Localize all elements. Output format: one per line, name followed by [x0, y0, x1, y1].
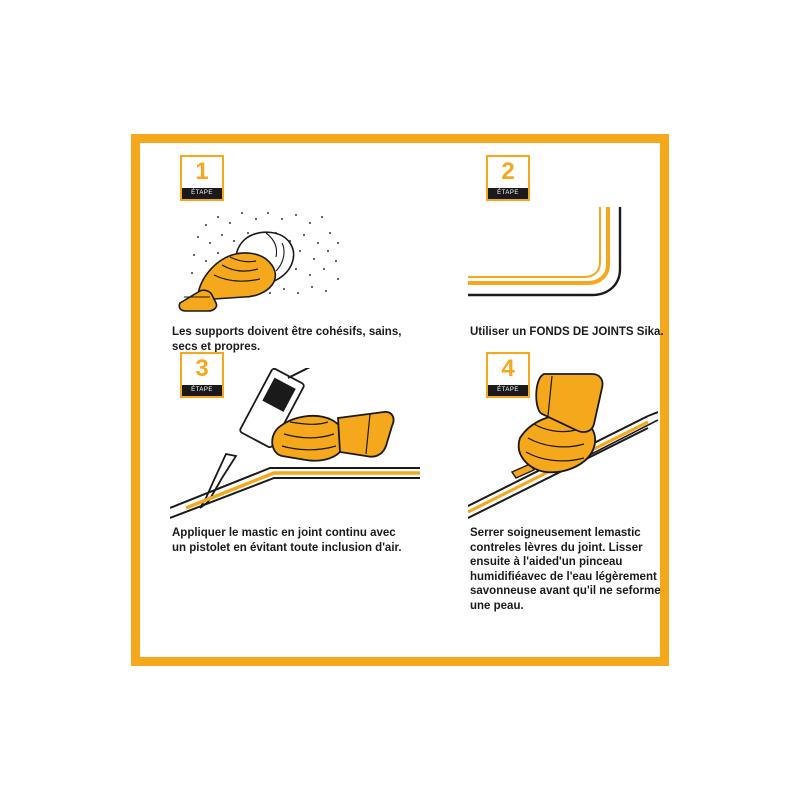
step-3-etape-label: ÉTAPE — [182, 385, 222, 396]
yellow-frame — [131, 134, 669, 666]
step-1-number: 1 — [195, 158, 209, 185]
steps-grid — [140, 143, 664, 657]
step-2-etape-label: ÉTAPE — [488, 188, 528, 199]
step-1-caption: Les supports doivent être cohésifs, sains, secs et propres. — [172, 326, 402, 353]
step-3 — [160, 348, 460, 628]
step-2-illustration — [468, 199, 658, 324]
step-4-illustration — [468, 368, 658, 528]
step-2-badge — [486, 155, 530, 201]
step-2-number: 2 — [501, 158, 515, 185]
step-4 — [458, 348, 668, 628]
step-3-caption: Appliquer le mastic en joint continu avec un pistolet en évitant toute inclusion d'air. — [172, 527, 402, 554]
step-1-illustration — [170, 199, 400, 324]
step-4-caption: Serrer soigneusement lemastic contreles lèvres du joint. Lisser ensuite à l'aided'un pinceau humidifiéavec de l'eau légèrement savonneuse avant qu'il ne seforme une peau. — [470, 527, 661, 612]
step-1-etape-label: ÉTAPE — [182, 188, 222, 199]
step-2-caption: Utiliser un FONDS DE JOINTS Sika. — [470, 326, 664, 338]
step-4-etape-label: ÉTAPE — [488, 385, 528, 396]
step-3-number: 3 — [195, 355, 209, 382]
step-1 — [160, 151, 460, 361]
step-1-badge — [180, 155, 224, 201]
step-2 — [458, 151, 668, 361]
step-4-number: 4 — [501, 355, 515, 382]
step-3-illustration — [170, 368, 420, 528]
